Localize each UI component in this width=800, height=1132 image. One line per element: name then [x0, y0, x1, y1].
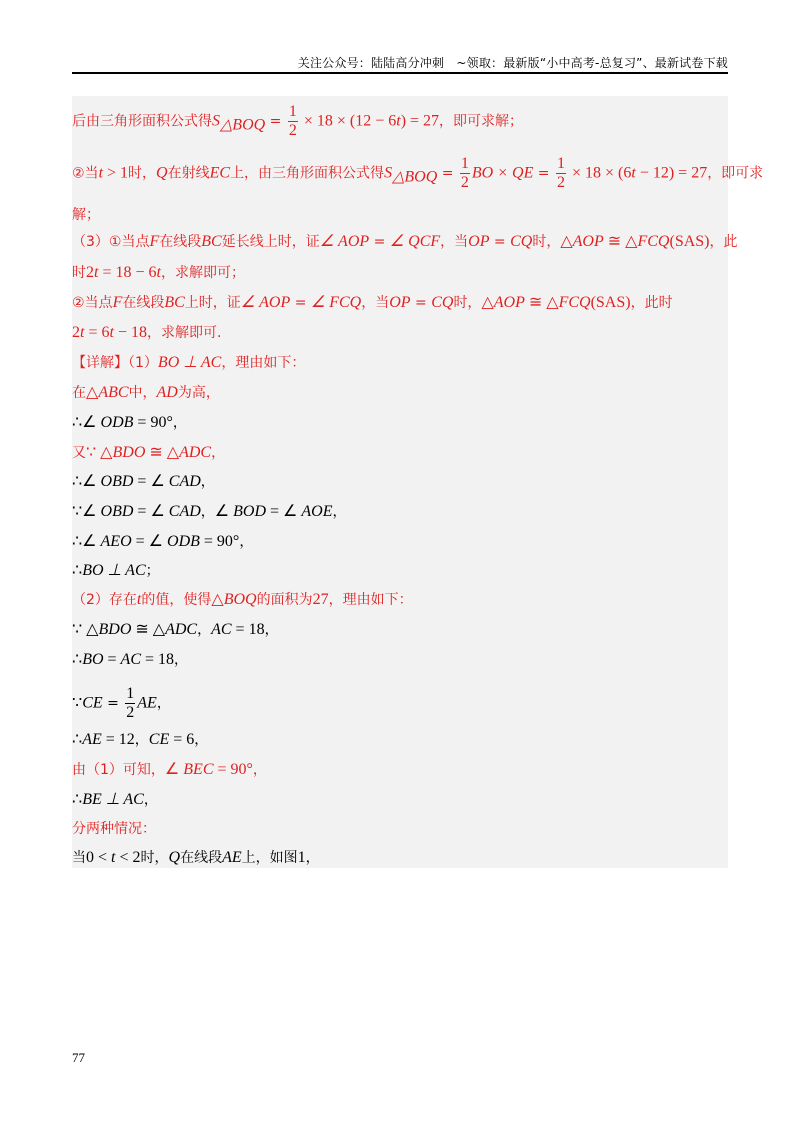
- text-fragment: ∵∠: [72, 503, 101, 520]
- math-expression: ∠ FCQ: [310, 294, 362, 311]
- line-10: [72, 412, 187, 433]
- text-fragment: = 12: [101, 731, 135, 748]
- line-3: [72, 204, 100, 225]
- text-fragment: ，: [143, 792, 158, 808]
- text-fragment: △: [86, 384, 99, 401]
- math-expression: BOQ: [223, 591, 257, 608]
- math-expression: S: [384, 164, 393, 182]
- text-fragment: ，: [305, 850, 320, 866]
- fraction: [556, 156, 566, 191]
- math-expression: S: [212, 112, 220, 130]
- text-fragment: 解；: [72, 207, 100, 223]
- math-expression: ADC: [165, 621, 198, 638]
- math-expression: Q: [168, 849, 181, 866]
- text-fragment: =: [103, 651, 121, 668]
- line-17: [72, 619, 279, 640]
- text-fragment: ②当点: [72, 295, 113, 311]
- line-21: [72, 759, 267, 780]
- line-12: [72, 471, 215, 492]
- math-expression: AE: [222, 849, 242, 866]
- text-fragment: 时: [72, 265, 86, 281]
- text-fragment: 上时，证: [184, 295, 241, 311]
- text-fragment: ，当: [440, 234, 469, 250]
- math-expression: t: [396, 112, 401, 130]
- line-5: [72, 262, 245, 283]
- line-13: [72, 501, 347, 522]
- text-fragment: = 6: [169, 731, 195, 748]
- text-fragment: ，理由如下：: [221, 355, 306, 371]
- math-expression: AC: [211, 621, 232, 638]
- text-fragment: ，: [174, 652, 189, 668]
- fraction: [288, 104, 298, 139]
- line-14: [72, 531, 253, 552]
- line-16: [72, 589, 413, 610]
- text-fragment: 在线段: [180, 850, 223, 866]
- text-fragment: = 18: [231, 621, 265, 638]
- math-expression: AOP: [572, 233, 604, 250]
- text-fragment: − 12) = 27: [635, 164, 708, 182]
- math-expression: t: [80, 324, 85, 341]
- text-fragment: 时，: [128, 165, 157, 182]
- math-expression: ODB: [167, 533, 200, 550]
- line-22: [72, 789, 158, 810]
- math-expression: EC: [209, 164, 231, 182]
- text-fragment: =: [369, 234, 390, 250]
- math-expression: CE: [82, 694, 103, 712]
- math-expression: BC: [164, 294, 185, 311]
- text-fragment: 0 <: [86, 849, 112, 866]
- text-fragment: 的值，使得: [141, 592, 212, 608]
- text-fragment: = ∠: [266, 503, 302, 520]
- math-expression: OP: [389, 294, 411, 311]
- math-expression: t: [109, 324, 114, 341]
- text-fragment: 后由三角形面积公式得: [72, 113, 212, 130]
- text-fragment: 中，: [128, 385, 157, 401]
- math-expression: AE: [137, 694, 157, 712]
- line-7: [72, 322, 221, 343]
- text-fragment: ，求解即可；: [160, 265, 245, 281]
- line-18: [72, 649, 188, 670]
- math-expression: ADC: [179, 444, 212, 461]
- text-fragment: < 2: [115, 849, 141, 866]
- text-fragment: ，当: [361, 295, 390, 311]
- text-fragment: ，: [332, 504, 347, 520]
- text-fragment: = 6: [84, 324, 110, 341]
- math-expression: ODB: [100, 414, 134, 431]
- text-fragment: ∴: [72, 651, 83, 668]
- text-fragment: ，: [134, 732, 149, 748]
- text-fragment: = 90°: [199, 533, 240, 550]
- text-fragment: 又: [72, 445, 86, 461]
- text-fragment: 时，: [453, 295, 482, 311]
- text-fragment: ∴∠: [72, 533, 101, 550]
- text-fragment: ≅ △: [145, 444, 180, 461]
- text-fragment: 上，由三角形面积公式得: [230, 165, 385, 182]
- page-number: 77: [72, 1050, 85, 1065]
- text-fragment: =: [290, 295, 311, 311]
- math-expression: t: [156, 264, 161, 281]
- text-fragment: ∴∠: [72, 473, 101, 490]
- fraction-numerator: 1: [288, 103, 297, 120]
- line-1: [72, 104, 523, 139]
- math-expression: CAD: [168, 503, 201, 520]
- math-expression: OBD: [100, 503, 134, 520]
- math-expression: AD: [156, 384, 178, 401]
- math-expression: ∠ AOP: [240, 294, 291, 311]
- math-expression: CQ: [431, 294, 454, 311]
- text-fragment: 1: [297, 849, 306, 866]
- text-fragment: ∠: [164, 761, 184, 778]
- math-expression: AOP: [493, 294, 525, 311]
- text-fragment: △: [560, 233, 573, 250]
- line-8: [72, 352, 305, 373]
- fraction-numerator: 1: [556, 155, 565, 172]
- math-expression: FCQ: [558, 294, 591, 311]
- math-expression: BO ⊥ AC: [82, 562, 146, 579]
- text-fragment: (SAS): [590, 294, 631, 311]
- math-expression: CE: [148, 731, 170, 748]
- math-expression: BDO: [98, 621, 132, 638]
- math-expression: BC: [201, 233, 222, 250]
- text-fragment: = 18: [141, 651, 175, 668]
- text-fragment: ，理由如下：: [328, 592, 413, 608]
- text-fragment: =: [265, 113, 286, 130]
- math-expression: AOE: [301, 503, 333, 520]
- line-20: [72, 729, 208, 750]
- math-expression: CQ: [510, 233, 533, 250]
- text-fragment: 上，如图: [241, 850, 298, 866]
- text-fragment: ，: [197, 622, 212, 638]
- text-fragment: △: [481, 294, 494, 311]
- math-expression: t: [98, 164, 104, 182]
- text-fragment: 时，: [532, 234, 561, 250]
- text-fragment: 在线段: [122, 295, 165, 311]
- text-fragment: ∵ △: [86, 444, 113, 461]
- math-expression: BO × QE: [471, 164, 534, 182]
- text-fragment: ∴: [72, 791, 83, 808]
- line-23: [72, 818, 156, 839]
- text-fragment: 2: [72, 324, 80, 341]
- line-15: [72, 560, 160, 581]
- text-fragment: （3）①当点: [72, 234, 150, 250]
- text-fragment: ，: [211, 445, 226, 461]
- math-expression: F: [112, 294, 123, 311]
- text-fragment: ∴∠: [72, 414, 101, 431]
- text-fragment: ∵: [72, 694, 83, 712]
- text-fragment: ，: [194, 732, 209, 748]
- text-fragment: =: [410, 295, 432, 311]
- math-expression: t: [631, 164, 636, 182]
- text-fragment: ，: [200, 504, 215, 520]
- math-subscript: △BOQ: [220, 116, 266, 134]
- fraction: [125, 686, 135, 721]
- text-fragment: − 18: [113, 324, 147, 341]
- text-fragment: ，: [252, 762, 267, 778]
- math-expression: t: [94, 264, 99, 281]
- text-fragment: = 90°: [213, 761, 253, 778]
- text-fragment: 27: [312, 591, 329, 608]
- text-fragment: ，求解即可.: [146, 325, 222, 341]
- text-fragment: ≅ △: [524, 294, 559, 311]
- text-fragment: = ∠: [133, 503, 169, 520]
- text-fragment: =: [533, 165, 554, 182]
- math-expression: BO ⊥ AC: [157, 354, 222, 371]
- line-24: [72, 847, 320, 868]
- text-fragment: ，: [172, 415, 187, 431]
- text-fragment: × 18 ×: [567, 164, 619, 182]
- math-expression: FCQ: [637, 233, 670, 250]
- text-fragment: △: [211, 591, 224, 608]
- text-fragment: = 18 − 6: [98, 264, 157, 281]
- text-fragment: = ∠: [131, 533, 168, 550]
- text-fragment: (6: [618, 164, 632, 182]
- text-fragment: 【详解】（1）: [72, 355, 158, 371]
- line-2: [72, 156, 763, 191]
- text-fragment: ∴: [72, 731, 83, 748]
- text-fragment: ∠: [214, 503, 234, 520]
- math-expression: F: [149, 233, 160, 250]
- math-expression: BE ⊥ AC: [82, 791, 144, 808]
- text-fragment: = 90°: [133, 414, 173, 431]
- math-subscript: △BOQ: [392, 168, 438, 186]
- math-expression: ∠ QCF: [389, 233, 441, 250]
- text-fragment: 在射线: [167, 165, 210, 182]
- text-fragment: ≅ △: [603, 233, 638, 250]
- line-9: [72, 382, 220, 403]
- text-fragment: 2: [86, 264, 94, 281]
- line-19: [72, 686, 171, 721]
- text-fragment: ，: [156, 695, 171, 712]
- line-4: [72, 231, 738, 252]
- fraction-denominator: 2: [556, 174, 565, 191]
- text-fragment: > 1: [103, 164, 129, 182]
- fraction-denominator: 2: [288, 122, 297, 139]
- text-fragment: ∵ △: [72, 621, 99, 638]
- text-fragment: （2）存在: [72, 592, 137, 608]
- text-fragment: ∴: [72, 562, 83, 579]
- math-expression: ABC: [98, 384, 129, 401]
- text-fragment: 时，: [140, 850, 169, 866]
- math-expression: t: [136, 591, 142, 608]
- text-fragment: =: [437, 165, 458, 182]
- math-expression: Q: [156, 164, 168, 182]
- math-expression: BOD: [233, 503, 267, 520]
- text-fragment: 当: [72, 850, 86, 866]
- page-header: 关注公众号：陆陆高分冲刺 ~领取：最新版“小中高考-总复习”、最新试卷下载: [297, 56, 728, 70]
- math-expression: AC: [120, 651, 141, 668]
- text-fragment: ) = 27: [400, 112, 440, 130]
- text-fragment: = ∠: [133, 473, 169, 490]
- text-fragment: ，: [239, 534, 254, 550]
- line-11: [72, 442, 225, 463]
- text-fragment: ，: [264, 622, 279, 638]
- solution-content: [72, 96, 764, 868]
- fraction-denominator: 2: [126, 704, 135, 721]
- math-expression: AE: [82, 731, 102, 748]
- text-fragment: ，即可求解；: [439, 113, 524, 130]
- text-fragment: 延长线上时，证: [221, 234, 320, 250]
- fraction: [460, 156, 470, 191]
- math-expression: BO: [82, 651, 104, 668]
- text-fragment: ，即可求: [707, 165, 764, 182]
- text-fragment: 分两种情况：: [72, 821, 156, 837]
- math-expression: CAD: [168, 473, 201, 490]
- text-fragment: ，此: [709, 234, 738, 250]
- math-expression: t: [111, 849, 116, 866]
- text-fragment: ，此时: [630, 295, 673, 311]
- header-divider: [72, 72, 728, 74]
- text-fragment: =: [489, 234, 511, 250]
- math-expression: BDO: [112, 444, 146, 461]
- line-6: [72, 292, 673, 313]
- text-fragment: ②当: [72, 165, 99, 182]
- text-fragment: ，: [200, 474, 215, 490]
- text-fragment: × 18 ×: [299, 112, 350, 130]
- fraction-numerator: 1: [460, 155, 469, 172]
- fraction-denominator: 2: [460, 174, 469, 191]
- text-fragment: 的面积为: [256, 592, 313, 608]
- text-fragment: 为高，: [177, 385, 220, 401]
- text-fragment: =: [102, 695, 124, 712]
- math-expression: BEC: [183, 761, 214, 778]
- text-fragment: 在: [72, 385, 86, 401]
- math-expression: OP: [468, 233, 490, 250]
- text-fragment: 在线段: [159, 234, 202, 250]
- math-expression: ∠ AOP: [319, 233, 370, 250]
- text-fragment: 由（1）可知，: [72, 762, 165, 778]
- text-fragment: ；: [145, 563, 160, 579]
- text-fragment: (SAS): [669, 233, 710, 250]
- math-expression: OBD: [100, 473, 134, 490]
- fraction-numerator: 1: [126, 685, 135, 702]
- math-expression: AEO: [100, 533, 132, 550]
- text-fragment: (12 − 6: [349, 112, 397, 130]
- text-fragment: ≅ △: [131, 621, 166, 638]
